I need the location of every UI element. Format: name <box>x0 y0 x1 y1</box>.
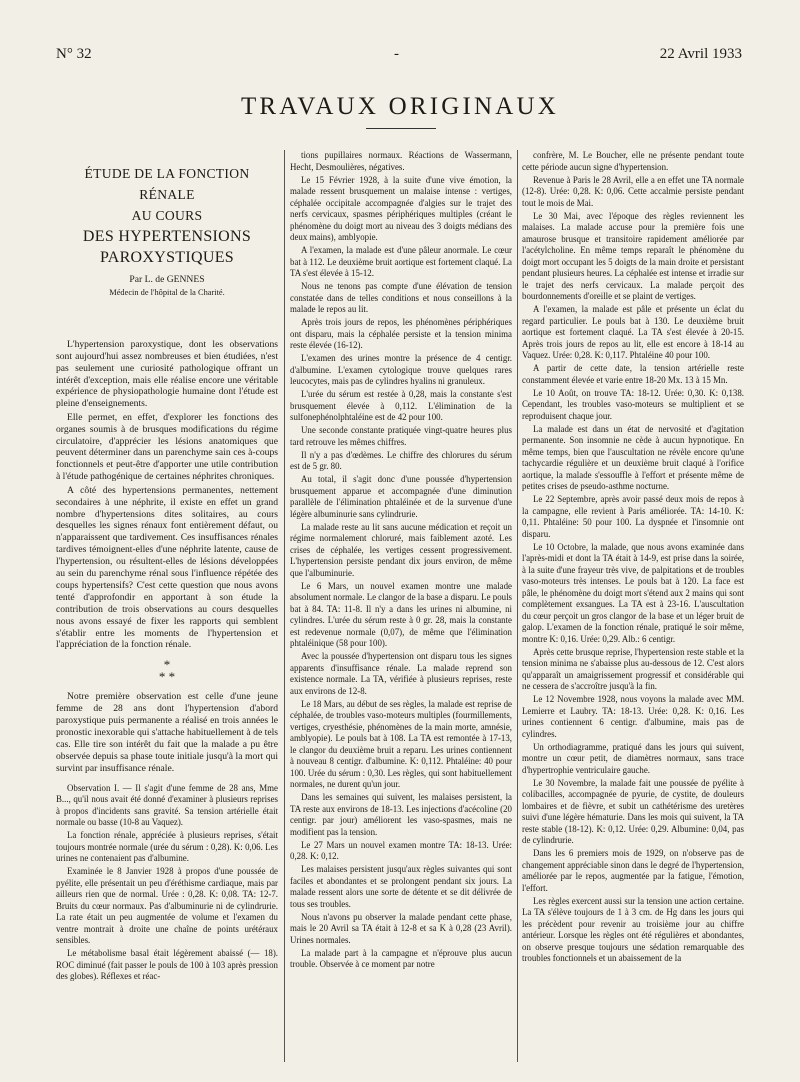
paragraph: L'examen des urines montre la présence de 4 centigr. d'albumine. L'examen cytologique trouve quelques rares leucocytes, mais pas de cylindres hyalins ni granuleux. <box>290 353 512 386</box>
paragraph: Le 30 Novembre, la malade fait une poussée de pyélite à colibacilles, accompagnée de pyurie, de cystite, de douleurs lombaires et de fièvre, et subit un cathétérisme des uretères suivi d'une légère hématurie. Dans les mois qui suivent, la TA reste stable (18-12). K: 0,12. Urée: 0,29. Albumine: 0,04, pas de cylindrurie. <box>522 777 744 845</box>
paragraph: Nous ne tenons pas compte d'une élévation de tension constatée dans de telles conditions et nous conseillons à la malade le repos au lit. <box>290 281 512 314</box>
title-rule <box>366 128 436 129</box>
observation-1-text <box>56 783 278 983</box>
paragraph: La malade part à la campagne et n'éprouve plus aucun trouble. Observée à ce moment par notre <box>290 947 512 969</box>
observation-intro <box>56 691 278 774</box>
paragraph: Le 22 Septembre, après avoir passé deux mois de repos à la campagne, elle revient à Paris améliorée. TA: 14-10. K: 0,11. Phtaléine: 50 pour 100. La dyspnée et l'insomnie ont disparu. <box>522 494 744 539</box>
paragraph: Le 6 Mars, un nouvel examen montre une malade absolument normale. Le clangor de la base a disparu. Le pouls bat à 84. TA: 11-8. Il n'y a dans les urines ni albumine, ni cylindres. L'urée du sérum reste à 0 gr. 28, mais la constante est redevenue normale (0,07), de même que l'élimination phtaléinique (58 pour 100). <box>290 580 512 648</box>
paragraph: tions pupillaires normaux. Réactions de Wassermann, Hecht, Desmoulières, négatives. <box>290 150 512 172</box>
paragraph: L'hypertension paroxystique, dont les observations sont aujourd'hui assez nombreuses et bien étudiées, n'est pas seulement une curiosité pathologique offrant un intérêt d'exception, mais elle réalise encore une véritable expérience de physiopathologie humaine dont l'étude est pleine d'enseignements. <box>56 338 278 410</box>
paragraph: Le 18 Mars, au début de ses règles, la malade est reprise de céphalée, de troubles vaso-moteurs multiples (fourmillements, vertiges, cryesthésie, phénomènes de la main morte, amnésie, amblyopie). Le pouls bat à 108. La TA est remontée à 17-13, le clangor du deuxième bruit a reparu. Les urines contiennent à nouveau 8 centigr. d'albumine. K: 0,112. Phtaléine: 40 pour 100. Urée du sérum : 0,30. Les règles, qui sont habituellement normales, ne durent qu'un jour. <box>290 698 512 789</box>
article-title-line: DES HYPERTENSIONS <box>82 228 252 245</box>
paragraph: Revenue à Paris le 28 Avril, elle a en effet une TA normale (12-8). Urée: 0,28. K: 0,06. Cette accalmie persiste pendant tout le mois de Mai. <box>522 174 744 208</box>
paragraph: Après trois jours de repos, les phénomènes périphériques ont disparu, mais la céphalée persiste et la tension minima reste élevée (16-12). <box>290 317 512 350</box>
author-affiliation: Médecin de l'hôpital de la Charité. <box>109 287 225 297</box>
paragraph: L'urée du sérum est restée à 0,28, mais la constante s'est brusquement élevée à 0,112. L'élimination de la sulfonephénolphtaléine est de 42 pour 100. <box>290 389 512 422</box>
paragraph: A l'examen, la malade est pâle et présente un éclat du regard particulier. Le pouls bat à 130. Le deuxième bruit aortique est fortement claqué. La TA s'est élevée à 20-15. Après trois jours de repos au lit, elle est encore à 18-14 au Vaquez. Urée: 0,28. K: 0,117. Phtaléine 40 pour 100. <box>522 304 744 360</box>
article-title-line: ÉTUDE DE LA FONCTION RÉNALE <box>84 166 250 202</box>
paragraph: Dans les semaines qui suivent, les malaises persistent, la TA reste aux environs de 18-13. Les injections d'acécoline (20 centigr. par jour) améliorent les vaso-spasmes, mais ne modifient pas la tension. <box>290 792 512 837</box>
issue-date: 22 Avril 1933 <box>659 46 742 62</box>
separator-stars: * * * <box>158 657 176 685</box>
paragraph: Le 12 Novembre 1928, nous voyons la malade avec MM. Lemierre et Laubry. TA: 18-13. Urée: 0,28. K: 0,16. Les urines contiennent 6 centigr. d'albumine, mais pas de cylindres. <box>522 694 744 739</box>
column-divider <box>517 150 518 1062</box>
paragraph: Les malaises persistent jusqu'aux règles suivantes qui sont faciles et abondantes et se prolongent pendant six jours. La malade ressent alors une sorte de détente et se dit délivrée de tous ses troubles. <box>290 864 512 909</box>
paragraph: Le 30 Mai, avec l'époque des règles reviennent les malaises. La malade accuse pour la première fois une amaurose brusque et transitoire rapidement améliorée par l'acétylcholine. En même temps reparaît le phénomène du doigt mort occupant les 5 doigts de la main droite et persistant pendant plusieurs heures. La céphalée est intense et irradie sur le trajet des nerfs cervicaux. La malade perçoit des bourdonnements d'oreille et se plaint de vertiges. <box>522 210 744 301</box>
intro-text <box>56 339 278 652</box>
column-divider <box>284 150 285 1062</box>
paragraph: A partir de cette date, la tension artérielle reste constamment élevée et varie entre 18-20 Mx. 13 à 15 Mn. <box>522 363 744 385</box>
author: Par L. de GENNES <box>129 274 205 285</box>
paragraph: Après cette brusque reprise, l'hypertension reste stable et la tension minima ne s'abaisse plus au-dessous de 12. C'est alors qu'apparaît un amaigrissement progressif et considérable qui ne cessera de s'accroître jusqu'à la fin. <box>522 646 744 691</box>
article-title-line: PAROXYSTIQUES <box>99 249 234 266</box>
section-separator <box>56 659 278 683</box>
paragraph: Observation I. — Il s'agit d'une femme de 28 ans, Mme B..., qu'il nous avait été donné d'examiner à plusieurs reprises à propos d'incidents sans gravité. Sa tension artérielle était normale ou basse (10-8 au Vaquez). <box>56 782 278 828</box>
paragraph: Un orthodiagramme, pratiqué dans les jours qui suivent, montre un cœur petit, de diamètres normaux, sans trace d'hypertrophie ventriculaire gauche. <box>522 741 744 775</box>
paragraph: Nous n'avons pu observer la malade pendant cette phase, mais le 20 Avril sa TA était à 12-8 et sa K à 0,28 (23 Avril). Urines normales. <box>290 911 512 945</box>
paragraph: Dans les 6 premiers mois de 1929, on n'observe pas de changement appréciable sinon dans le degré de l'hypertension, améliorée par le repos, augmentée par la fatigue, l'émotion, l'effort. <box>522 848 744 893</box>
paragraph: Les règles exercent aussi sur la tension une action certaine. La TA s'élève toujours de 1 à 3 cm. de Hg dans les jours qui les précèdent pour revenir au troisième jour au chiffre antérieur. Lorsque les règles ont été régulières et abondantes, on observe presque toujours une sédation remarquable des troubles fonctionnels et un abaissement de la <box>522 895 744 963</box>
paragraph: Le 15 Février 1928, à la suite d'une vive émotion, la malade ressent brusquement un malaise intense : vertiges, céphalée occipitale accompagnée d'algies sur le trajet des nerfs cervicaux, spasmes périphériques multiples (créant le phénomène du doigt mort au niveau des 3 doigts médians des deux mains), amblyopie. <box>290 174 512 242</box>
paragraph: La malade est dans un état de nervosité et d'agitation permanente. Son insomnie ne cède à aucun hypnotique. En même temps, bien que l'auscultation ne révèle encore qu'une tachycardie régulière et un deuxième bruit claqué à l'orifice aortique, la malade s'essouffle à l'effort et présente même de petites crises de pseudo-asthme nocturne. <box>522 423 744 491</box>
header-dash: - <box>394 46 399 62</box>
paragraph: Le 27 Mars un nouvel examen montre TA: 18-13. Urée: 0,28. K: 0,12. <box>290 839 512 861</box>
paragraph: A côté des hypertensions permanentes, nettement secondaires à une néphrite, il existe en effet un grand nombre d'hypertensions dites solitaires, au cours desquelles les signes rénaux font entièrement défaut, ou n'apparaissent que tardivement. Ces insuffisances rénales tardives témoignent-elles d'une néphrite latente, cause de l'hypertension, ou résultent-elles de lésions développées au sein du parenchyme rénal sous l'influence répétée des coups hypertensifs? C'est cette question que nous avons tenté d'approfondir en apportant à son étude la contribution de trois observations au cours desquelles nous avons essayé de fixer les rapports qui semblent s'établir entre les moments de l'hypertension et l'appréciation de la fonction rénale. <box>56 484 278 651</box>
paragraph: Examinée le 8 Janvier 1928 à propos d'une poussée de pyélite, elle présentait un peu d'éréthisme cardiaque, mais par ailleurs rien que de normal. Urée : 0,28. K: 0,08. TA: 12-7. Bruits du cœur normaux. Pas d'albuminurie ni de cylindrurie. La rate était un peu augmentée de volume et l'examen du ventre montrait à droite une chaîne de points urétéraux sensibles. <box>56 866 278 946</box>
paragraph: Il n'y a pas d'œdèmes. Le chiffre des chlorures du sérum est de 5 gr. 80. <box>290 449 512 471</box>
paragraph: Au total, il s'agit donc d'une poussée d'hypertension brusquement apparue et accompagnée d'une diminution parallèle de l'élimination phtaléinée et de la survenue d'une légère albuminurie sans cylindrurie. <box>290 474 512 519</box>
article-title-line: AU COURS <box>131 208 203 223</box>
paragraph: Le 10 Octobre, la malade, que nous avons examinée dans l'après-midi et dont la TA était à 14-9, est prise dans la soirée, à la suite d'une frayeur très vive, de palpitations et de troubles vaso-moteurs très intenses. Le pouls bat à 120. La face est pâle, le phénomène du doigt mort s'étend aux 2 mains qui sont complètement exsangues. La TA est à 23-16. L'auscultation du cœur perçoit un gros clangor de la base et un léger bruit de galop. L'examen de la fonction rénale, pratiqué le soir même, montre K: 0,16. Urée: 0,29. Alb.: 6 centigr. <box>522 541 744 644</box>
section-title: TRAVAUX ORIGINAUX <box>240 93 560 120</box>
paragraph: Notre première observation est celle d'une jeune femme de 28 ans dont l'hypertension d'abord paroxystique puis permanente a réalisé en trois années le pronostic inexorable qui s'attache habituellement à de tels cas. Elle tire son intérêt du fait que la malade a pu être observée depuis sa phase toute initiale jusqu'à la mort qui survint par insuffisance rénale. <box>56 691 278 774</box>
issue-number: N° 32 <box>56 46 92 62</box>
column-2 <box>290 150 512 972</box>
paragraph: La fonction rénale, appréciée à plusieurs reprises, s'était toujours montrée normale (urée du sérum : 0,28). K: 0,06. Les urines ne contenaient pas d'albumine. <box>56 830 278 864</box>
article-title <box>56 163 278 268</box>
paragraph: confrère, M. Le Boucher, elle ne présente pendant toute cette période aucun signe d'hypertension. <box>522 150 744 172</box>
paragraph: Une seconde constante pratiquée vingt-quatre heures plus tard retrouve les mêmes chiffres. <box>290 425 512 447</box>
paragraph: Le métabolisme basal était légèrement abaissé (— 18). ROC diminué (fait passer le pouls de 100 à 103 après pression des globes). Réflexes et réac- <box>56 948 278 982</box>
paragraph: Elle permet, en effet, d'explorer les fonctions des organes soumis à de brusques modifications du régime circulatoire, d'apprécier les lésions anatomiques que peuvent déterminer dans un parenchyme sain ces à-coups fonctionnels et peut-être d'apporter une utile contribution à l'étude pathogénique de certaines néphrites chroniques. <box>56 411 278 483</box>
paragraph: Avec la poussée d'hypertension ont disparu tous les signes apparents d'insuffisance rénale. La malade reprend son existence normale. La TA, vérifiée à plusieurs reprises, reste aux environs de 12-8. <box>290 651 512 696</box>
column-3 <box>522 150 744 966</box>
paragraph: Le 10 Août, on trouve TA: 18-12. Urée: 0,30. K: 0,138. Cependant, les troubles vaso-moteurs se multiplient et se reproduisent chaque jour. <box>522 387 744 421</box>
paragraph: La malade reste au lit sans aucune médication et reçoit un régime normalement chloruré, mais faiblement azoté. Les crises de céphalée, les vertiges cessent progressivement. L'hypertension persiste pendant dix jours environ, de même que l'albuminurie. <box>290 521 512 578</box>
column-1 <box>56 150 278 984</box>
paragraph: A l'examen, la malade est d'une pâleur anormale. Le cœur bat à 112. Le deuxième bruit aortique est fortement claqué. La TA s'est élevée à 15-12. <box>290 245 512 278</box>
page-header <box>56 46 742 70</box>
